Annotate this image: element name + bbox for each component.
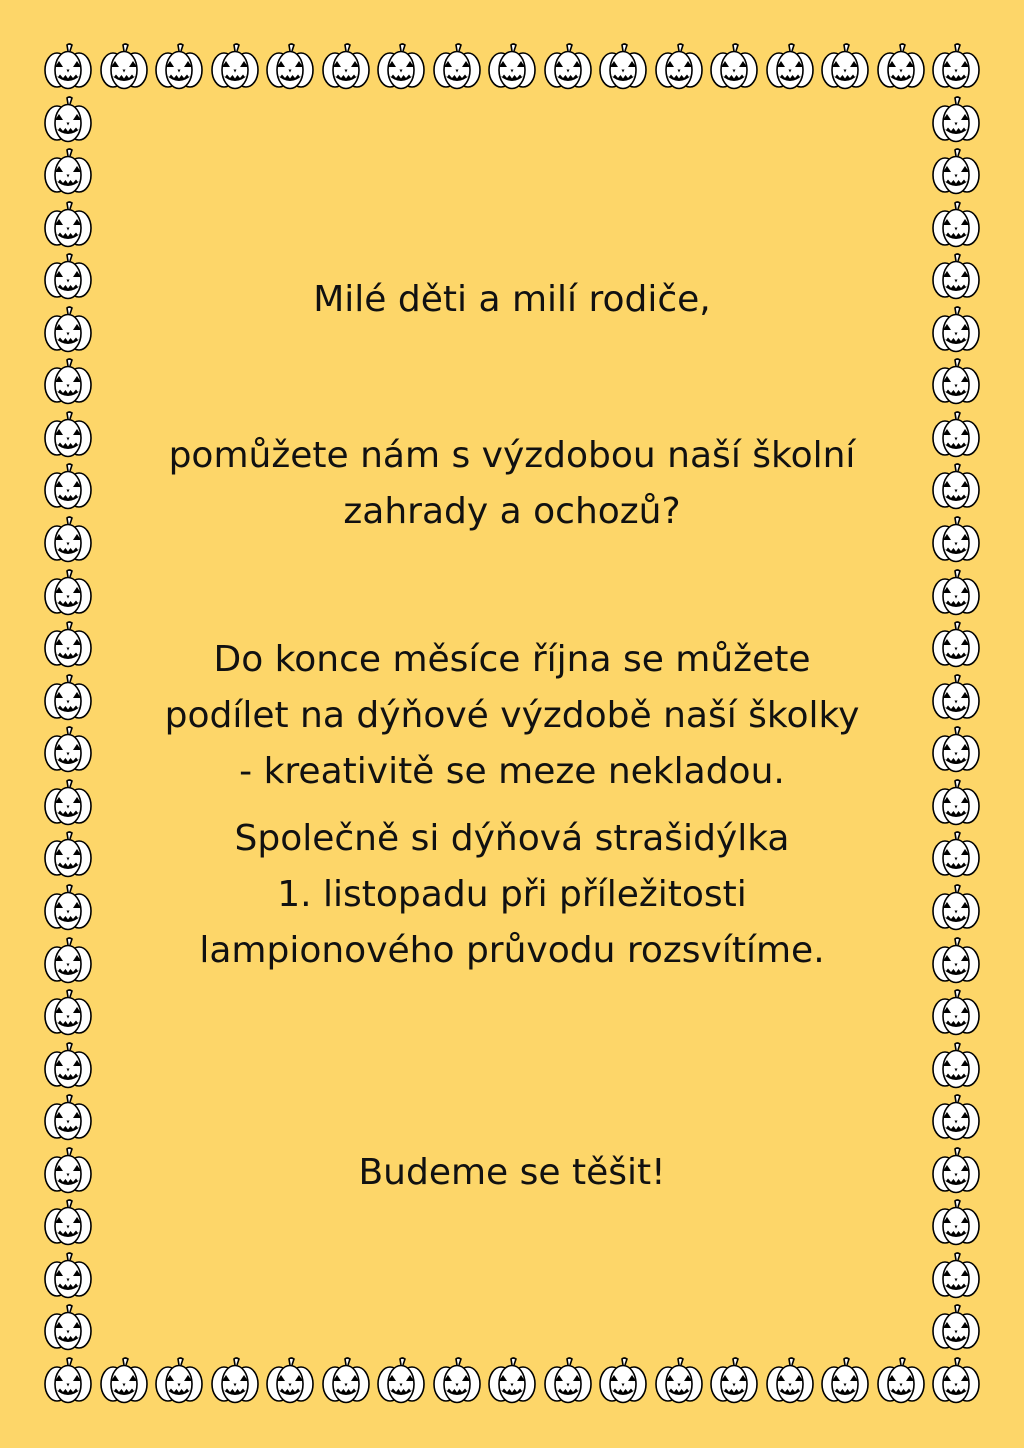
jack-o-lantern-icon [431,41,483,93]
jack-o-lantern-icon [42,199,94,251]
jack-o-lantern-icon [930,94,982,146]
jack-o-lantern-icon [209,1355,261,1407]
jack-o-lantern-icon [930,1197,982,1249]
invitation-line-3: - kreativitě se meze nekladou. [239,751,785,792]
jack-o-lantern-icon [42,1355,94,1407]
jack-o-lantern-icon [42,1197,94,1249]
jack-o-lantern-icon [708,1355,760,1407]
jack-o-lantern-icon [653,41,705,93]
jack-o-lantern-icon [930,356,982,408]
jack-o-lantern-icon [264,41,316,93]
jack-o-lantern-icon [431,1355,483,1407]
event-line-3: lampionového průvodu rozsvítíme. [199,930,825,971]
jack-o-lantern-icon [375,1355,427,1407]
jack-o-lantern-icon [42,987,94,1039]
jack-o-lantern-icon [930,1302,982,1354]
jack-o-lantern-icon [930,987,982,1039]
jack-o-lantern-icon [42,356,94,408]
jack-o-lantern-icon [42,1250,94,1302]
invitation-paragraph [0,632,1024,800]
jack-o-lantern-icon [320,1355,372,1407]
jack-o-lantern-icon [486,1355,538,1407]
jack-o-lantern-icon [708,41,760,93]
jack-o-lantern-icon [875,41,927,93]
jack-o-lantern-icon [98,41,150,93]
jack-o-lantern-icon [930,1355,982,1407]
jack-o-lantern-icon [653,1355,705,1407]
jack-o-lantern-icon [930,199,982,251]
invitation-line-1: Do konce měsíce října se můžete [213,639,811,680]
jack-o-lantern-icon [375,41,427,93]
greeting [0,272,1024,328]
jack-o-lantern-icon [42,1092,94,1144]
jack-o-lantern-icon [98,1355,150,1407]
question-paragraph [0,428,1024,540]
jack-o-lantern-icon [320,41,372,93]
jack-o-lantern-icon [542,1355,594,1407]
jack-o-lantern-icon [930,146,982,198]
jack-o-lantern-icon [264,1355,316,1407]
invitation-line-2: podílet na dýňové výzdobě naší školky [164,695,860,736]
jack-o-lantern-icon [486,41,538,93]
jack-o-lantern-icon [42,1040,94,1092]
jack-o-lantern-icon [819,1355,871,1407]
greeting-line: Milé děti a milí rodiče, [313,279,711,320]
event-paragraph [0,811,1024,979]
jack-o-lantern-icon [42,567,94,619]
question-line-2: zahrady a ochozů? [343,491,681,532]
jack-o-lantern-icon [153,1355,205,1407]
jack-o-lantern-icon [764,1355,816,1407]
jack-o-lantern-icon [42,41,94,93]
event-line-2: 1. listopadu při příležitosti [277,874,747,915]
jack-o-lantern-icon [930,1092,982,1144]
jack-o-lantern-icon [819,41,871,93]
jack-o-lantern-icon [875,1355,927,1407]
jack-o-lantern-icon [42,146,94,198]
jack-o-lantern-icon [597,41,649,93]
jack-o-lantern-icon [930,567,982,619]
jack-o-lantern-icon [42,1302,94,1354]
jack-o-lantern-icon [542,41,594,93]
jack-o-lantern-icon [930,41,982,93]
jack-o-lantern-icon [930,1250,982,1302]
jack-o-lantern-icon [42,94,94,146]
event-line-1: Společně si dýňová strašidýlka [234,818,790,859]
jack-o-lantern-icon [764,41,816,93]
jack-o-lantern-icon [930,1040,982,1092]
jack-o-lantern-icon [153,41,205,93]
closing [0,1145,1024,1201]
closing-line: Budeme se těšit! [358,1152,666,1193]
question-line-1: pomůžete nám s výzdobou naší školní [168,435,856,476]
jack-o-lantern-icon [597,1355,649,1407]
jack-o-lantern-icon [209,41,261,93]
